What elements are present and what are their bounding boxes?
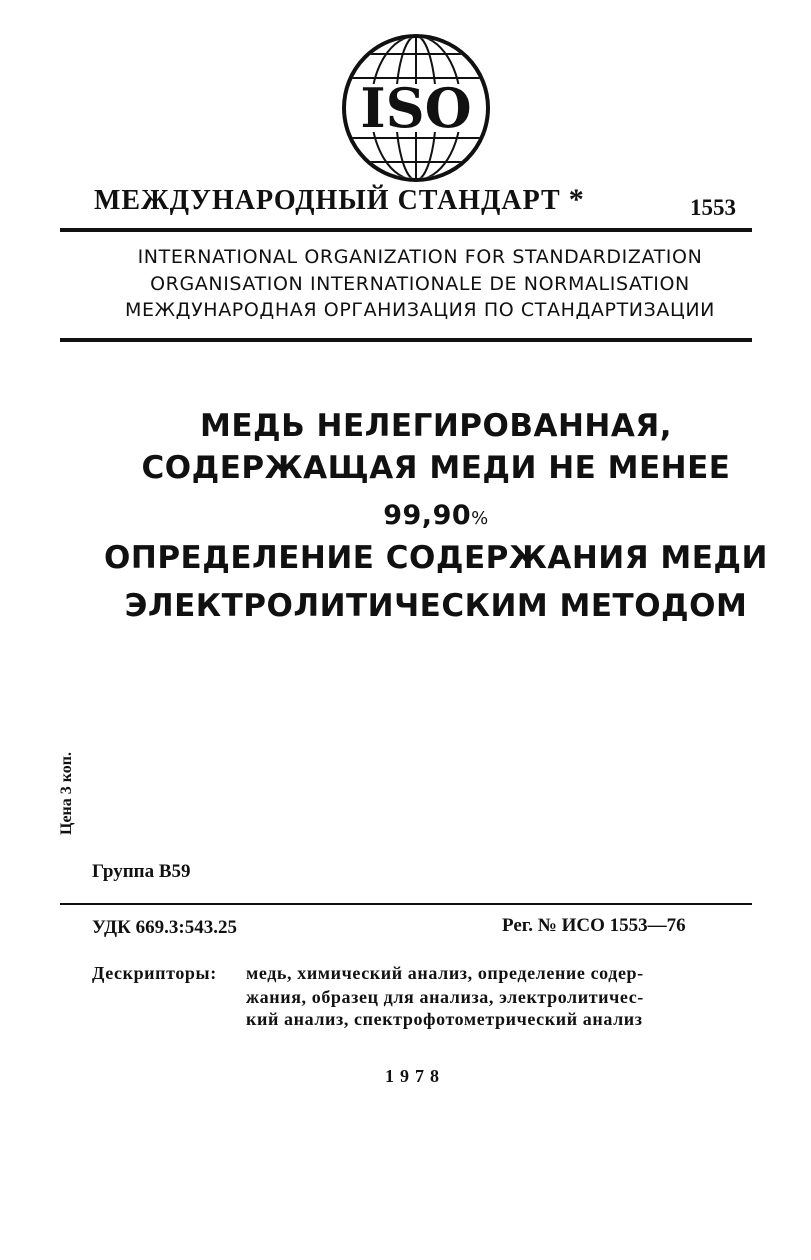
doc-title-line-2: СОДЕРЖАЩАЯ МЕДИ НЕ МЕНЕЕ [141,450,731,486]
descriptors-line-2: жания, образец для анализа, электролитичес- [246,987,644,1007]
publication-year: 1978 [385,1066,445,1086]
percent-unit: % [471,508,489,529]
org-name-ru: МЕЖДУНАРОДНАЯ ОРГАНИЗАЦИЯ ПО СТАНДАРТИЗАЦИИ [125,299,715,321]
doc-title-line-5: ЭЛЕКТРОЛИТИЧЕСКИМ МЕТОДОМ [124,588,748,624]
org-name-en: INTERNATIONAL ORGANIZATION FOR STANDARDIZATION [137,246,703,268]
org-rule [60,338,752,342]
standard-number: 1553 [690,195,736,220]
svg-text:ISO: ISO [360,76,472,140]
doc-title-line-1: МЕДЬ НЕЛЕГИРОВАННАЯ, [199,408,673,444]
standard-title-text: МЕЖДУНАРОДНЫЙ СТАНДАРТ [94,185,561,216]
bottom-rule [60,903,752,905]
price-label [58,735,88,835]
udc-code: УДК 669.3:543.25 [92,917,237,938]
top-rule [60,228,752,232]
iso-logo [342,34,490,182]
doc-title-percent [60,500,811,531]
standard-title [94,183,585,217]
asterisk: * [568,183,585,216]
percent-value: 99,90 [383,500,472,531]
price-text: Цена 3 коп. [58,752,75,835]
group-label: Группа В59 [92,861,191,882]
registration-number: Рег. № ИСО 1553—76 [502,915,686,936]
doc-title-line-4: ОПРЕДЕЛЕНИЕ СОДЕРЖАНИЯ МЕДИ [104,540,768,576]
descriptors-line-3: кий анализ, спектрофотометрический анализ [246,1009,643,1029]
org-name-fr: ORGANISATION INTERNATIONALE DE NORMALISATION [150,273,690,295]
descriptors-line-1: медь, химический анализ, определение содер- [246,963,644,983]
descriptors-label: Дескрипторы: [92,963,217,983]
